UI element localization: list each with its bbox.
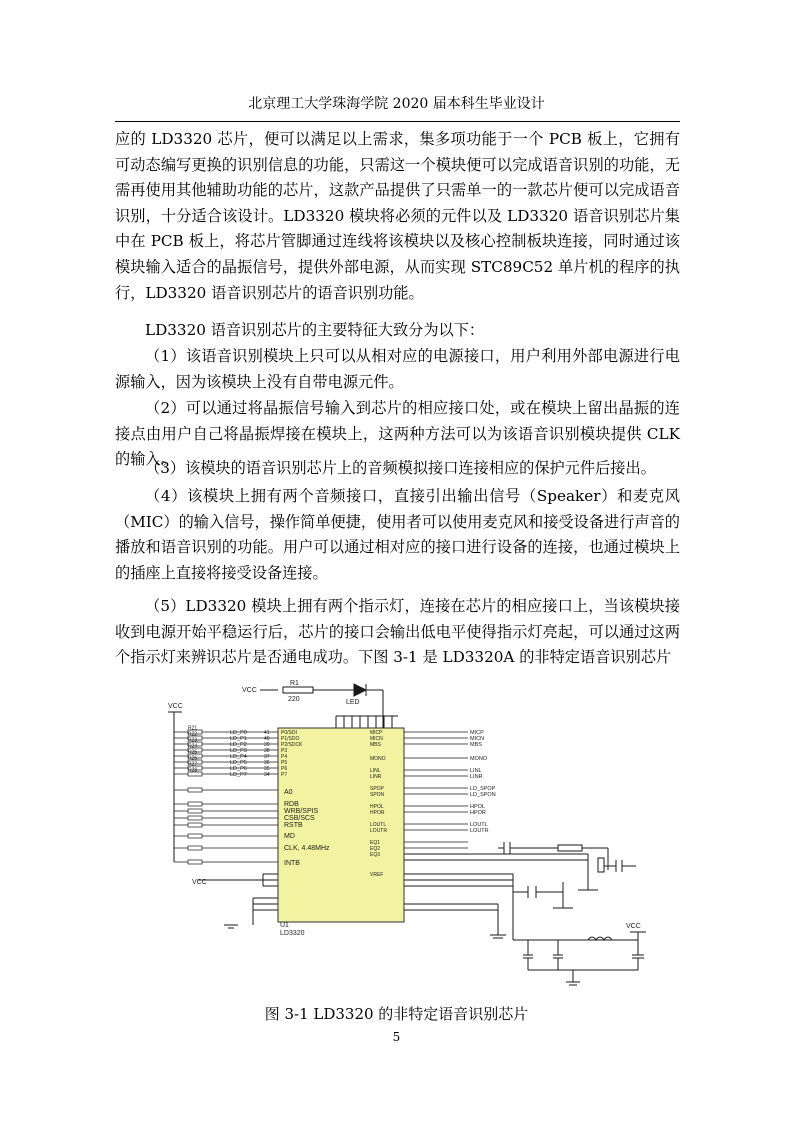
left-pin-number: 41 (264, 730, 270, 736)
chip-left-label: P5 (281, 760, 288, 766)
left-pin-net: LD_P3 (230, 748, 247, 754)
left-pin-net: LD_P7 (230, 772, 247, 778)
left-ctrl-resistor (188, 823, 202, 827)
left-pin-number: 37 (264, 754, 270, 760)
schematic-svg (168, 670, 673, 993)
chip-part: LD3320 (280, 930, 305, 937)
chip-right-label: HPOR (370, 810, 385, 816)
chip-right-label: LINR (370, 774, 382, 780)
left-resistor-label: R23 (188, 737, 198, 744)
left-resistor-label: R24 (188, 743, 198, 750)
left-pin-number: 38 (264, 748, 270, 754)
clk-label: CLK, 4.48MHz (284, 845, 330, 852)
left-pin-number: 36 (264, 760, 270, 766)
left-ctrl-resistor (188, 834, 202, 838)
paragraph-6: （4）该模块上拥有两个音频接口，直接引出输出信号（Speaker）和麦克风（MIC）的输入信号，操作简单便捷，使用者可以使用麦克风和接受设备进行声音的播放和语音识别的功能。用户可以通过相对应的接口进行设备的连接，也通过模块上的插座上直接将接受设备连接。 (115, 487, 680, 582)
left-pin-net: LD_P5 (230, 760, 247, 766)
right-pin-net: LINL (470, 768, 482, 774)
a0-label: A0 (284, 789, 293, 796)
chip-right-label: MBS (370, 742, 381, 748)
vcc-label-rail: VCC (168, 703, 183, 710)
chip-right-label: EQ3 (370, 852, 381, 858)
left-resistor-label: R21 (188, 725, 198, 732)
chip-right-label: EQ2 (370, 846, 381, 852)
md-label: MD (284, 833, 295, 840)
right-pin-net: LINR (470, 774, 483, 780)
chip-right-label: SPON (370, 792, 385, 798)
vcc-label-right: VCC (626, 923, 641, 930)
right-pin-net: MBS (470, 742, 482, 748)
paragraph-2: LD3320 语音识别芯片的主要特征大致分为以下： (145, 321, 485, 339)
left-resistor-label: R27 (188, 761, 198, 768)
left-resistor-label: R22 (188, 731, 198, 738)
chip-left-label: P3 (281, 748, 288, 754)
chip-right-label: SPOP (370, 786, 384, 792)
chip-left-label: P1/SDO (281, 736, 300, 742)
chip-left-label: P0/SDI (281, 730, 297, 736)
left-ctrl-resistor (188, 846, 202, 850)
vcc-label-vdd: VCC (192, 879, 207, 886)
right-pin-net: MICN (470, 736, 485, 742)
right-pin-net: LD_SPON (470, 792, 496, 798)
chip-right-label: LINL (370, 768, 381, 774)
paragraph-7: （5）LD3320 模块上拥有两个指示灯，连接在芯片的相应接口上，当该模块接收到电源开始平稳运行后，芯片的接口会输出低电平使得指示灯亮起，可以通过这两个指示灯来辨识芯片是否通电成功。下图 3-1 是 LD3320A 的非特定语音识别芯片 (115, 597, 680, 667)
chip-left-label: P2/SDCK (281, 742, 303, 748)
chip-right-label: LOUTR (370, 828, 387, 834)
left-resistor-label: R28 (188, 767, 198, 774)
right-pin-net: MICP (470, 730, 484, 736)
left-pin-number: 40 (264, 736, 270, 742)
figure-caption: 图 3-1 LD3320 的非特定语音识别芯片 (264, 1005, 529, 1023)
left-pin-net: LD_P4 (230, 754, 247, 760)
led-label: LED (346, 699, 360, 706)
rstb-label: RSTB (284, 822, 303, 829)
right-pin-net: LOUTL (470, 822, 488, 828)
left-ctrl-resistor (188, 809, 202, 813)
r1-value: 220 (288, 696, 300, 703)
csb-label: CSB/SCS (284, 815, 315, 822)
chip-name: U1 (280, 922, 289, 929)
left-ctrl-resistor (188, 816, 202, 820)
paragraph-5: （3）该模块的语音识别芯片上的音频模拟接口连接相应的保护元件后接出。 (145, 459, 656, 477)
left-pin-number: 39 (264, 742, 270, 748)
right-pin-net: LOUTR (470, 828, 489, 834)
chip-left-label: P6 (281, 766, 288, 772)
chip-right-label: MICN (370, 736, 383, 742)
right-pin-net: MONO (470, 756, 488, 762)
chip-right-label: MICP (370, 730, 383, 736)
wrb-label: WRB/SPIS (284, 808, 319, 815)
right-pin-net: HPOR (470, 810, 486, 816)
chip-right-label: EQ1 (370, 840, 381, 846)
chip-right-label: HPOL (370, 804, 384, 810)
paragraph-3: （1）该语音识别模块上只可以从相对应的电源接口，用户利用外部电源进行电源输入，因为该模块上没有自带电源元件。 (115, 347, 680, 391)
paragraph-4: （2）可以通过将晶振信号输入到芯片的相应接口处，或在模块上留出晶振的连接点由用户自己将晶振焊接在模块上，这两种方法可以为该语音识别模块提供 CLK 的输入。 (115, 399, 680, 469)
right-pin-net: LD_SPOP (470, 786, 496, 792)
page-number: 5 (392, 1030, 401, 1044)
paragraph-1: 应的 LD3320 芯片，便可以满足以上需求，集多项功能于一个 PCB 板上，它拥有可动态编写更换的识别信息的功能，只需这一个模块便可以完成语音识别的功能，无需再使用其他辅助功能的芯片，这款产品提供了只需单一的一款芯片便可以完成语音识别，十分适合该设计。LD3320 模块将必须的元件以及 LD3320 语音识别芯片集中在 PCB 板上，将芯片管脚通过连线将该模块以及核心控制板块连接，同时通过该模块输入适合的晶振信号，提供外部电源，从而实现 STC89C52 单片机的程序的执行，LD3320 语音识别芯片的语音识别功能。 (115, 130, 680, 302)
intb-label: INTB (284, 860, 300, 867)
chip-left-label: P4 (281, 754, 288, 760)
left-pin-net: LD_P0 (230, 730, 247, 736)
r1-label: R1 (290, 680, 299, 687)
chip-right-label: MONO (370, 756, 386, 762)
page-header: 北京理工大学珠海学院 2020 届本科生毕业设计 (248, 96, 545, 112)
left-ctrl-resistor (188, 788, 202, 792)
header-rule (115, 121, 680, 122)
vcc-label-top: VCC (242, 687, 257, 694)
left-pin-number: 34 (264, 772, 270, 778)
left-pin-net: LD_P2 (230, 742, 247, 748)
rdb-label: RDB (284, 801, 299, 808)
left-resistor-label: R26 (188, 755, 198, 762)
left-pin-net: LD_P6 (230, 766, 247, 772)
left-pin-net: LD_P1 (230, 736, 247, 742)
chip-right-label: VREF (370, 872, 384, 878)
left-ctrl-resistor (188, 860, 202, 864)
left-resistor-label: R25 (188, 749, 198, 756)
chip-left-label: P7 (281, 772, 288, 778)
left-ctrl-resistor (188, 802, 202, 806)
chip-right-label: LOUTL (370, 822, 387, 828)
left-pin-number: 35 (264, 766, 270, 772)
schematic-figure (168, 670, 673, 993)
right-pin-net: HPOL (470, 804, 485, 810)
